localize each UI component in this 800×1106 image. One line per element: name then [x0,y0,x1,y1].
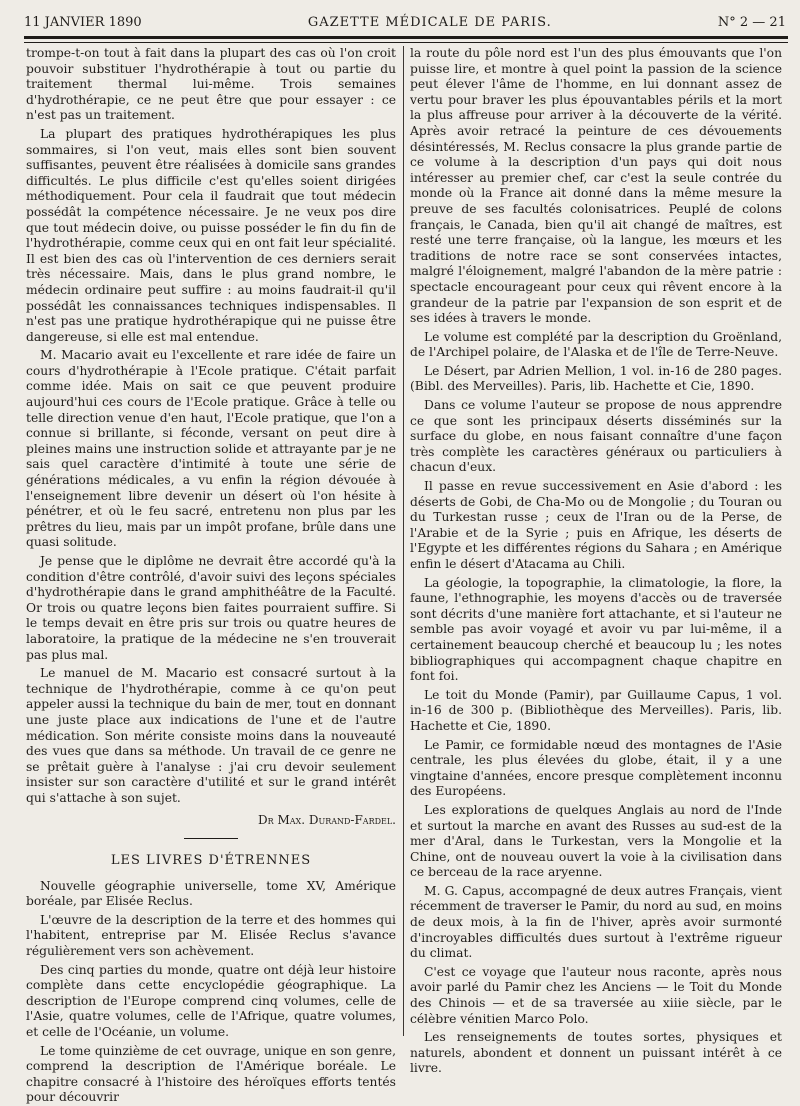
left-column [26,46,396,1105]
paragraph: L'œuvre de la description de la terre et des hommes qui l'habitent, entreprise par M. Elisée Reclus s'avance régulièrement vers son achèvement. [26,912,396,959]
section-title: LES LIVRES D'ÉTRENNES [110,853,312,869]
paragraph: Je pense que le diplôme ne devrait être accordé qu'à la condition d'être contrôlé, d'avoir suivi des leçons spéciales d'hydrothérapie dans le grand amphithéâtre de la Faculté. Or trois ou quatre leçons bien faites pourraient suffire. Si le temps devait en être pris sur trois ou quatre heures de laboratoire, la pratique de la médecine ne s'en trouverait pas plus mal. [26,554,396,662]
paragraph: Des cinq parties du monde, quatre ont déjà leur histoire complète dans cette encyclopédie géographique. La description de l'Europe comprend cinq volumes, celle de l'Asie, quatre volumes, celle de l'Afrique, quatre volumes, et celle de l'Océanie, un volume. [26,962,396,1040]
journal-title: GAZETTE MÉDICALE DE PARIS. [307,14,552,30]
book-citation: Nouvelle géographie universelle, tome XV, Amérique boréale, par Elisée Reclus. [26,878,396,909]
section-separator [184,838,238,839]
right-column [410,46,782,1076]
header-rule-thin [24,42,788,43]
book-citation: Le toit du Monde (Pamir), par Guillaume Capus, 1 vol. in-16 de 300 p. (Bibliothèque des Merveilles). Paris, lib. Hachette et Cie, 1890. [410,687,782,733]
paragraph: M. G. Capus, accompagné de deux autres Français, vient récemment de traverser le Pamir, du nord au sud, en moins de deux mois, à la fin de l'hiver, après avoir surmonté d'incroyables difficultés dues surtout à l'extrême rigueur du climat. [410,883,782,961]
issue-number: N° 2 — 21 [717,14,786,30]
issue-date: 11 JANVIER 1890 [24,14,142,30]
paragraph: trompe-t-on tout à fait dans la plupart des cas où l'on croit pouvoir substituer l'hydrothérapie à tout ou partie du traitement thermal lui-même. Trois semaines d'hydrothérapie, ce ne peut être que pour essayer : ce n'est pas un traitement. [26,46,396,123]
paragraph: Les explorations de quelques Anglais au nord de l'Inde et surtout la marche en avant des Russes au sud-est de la mer d'Aral, dans le Turkestan, vers la Mongolie et la Chine, ont de nouveau ouvert la voie à la civilisation dans ce berceau de la race aryenne. [410,802,782,880]
paragraph: Les renseignements de toutes sortes, physiques et naturels, abondent et donnent un puissant intérêt à ce livre. [410,1030,782,1076]
page-header [24,10,786,34]
header-rule-thick [24,36,788,39]
paragraph: Le tome quinzième de cet ouvrage, unique en son genre, comprend la description de l'Amérique boréale. Le chapitre consacré à l'histoire des héroïques efforts tentés pour découvrir [26,1043,396,1105]
paragraph: Le manuel de M. Macario est consacré surtout à la technique de l'hydrothérapie, comme à ce qu'on peut appeler aussi la technique du bain de mer, tout en donnant une juste place aux indications de l'une et de l'autre médication. Son mérite consiste moins dans la nouveauté des vues que dans sa méthode. Un travail de ce genre ne se prêtait guère à l'analyse : j'ai cru devoir seulement insister sur son caractère d'utilité et sur le grand intérêt qui s'attache à son sujet. [26,666,396,805]
book-citation: Le Désert, par Adrien Mellion, 1 vol. in-16 de 280 pages. (Bibl. des Merveilles). Paris, lib. Hachette et Cie, 1890. [410,363,782,394]
signature-text: Dr Max. Durand-Fardel. [258,812,396,827]
paragraph: Le Pamir, ce formidable nœud des montagnes de l'Asie centrale, les plus élevées du globe, était, il y a une vingtaine d'années, encore presque complètement inconnu des Européens. [410,737,782,799]
paragraph: Le volume est complété par la description du Groënland, de l'Archipel polaire, de l'Alaska et de l'île de Terre-Neuve. [410,329,782,360]
paragraph: La plupart des pratiques hydrothérapiques les plus sommaires, si l'on veut, mais elles sont bien souvent suffisantes, peuvent être réalisées à domicile sans grandes difficultés. Le plus difficile c'est qu'elles soient dirigées méthodiquement. Pour cela il faudrait que tout médecin possédât la compétence nécessaire. Je ne veux pos dire que tout médecin doive, ou puisse posséder le fin du fin de l'hydrothérapie, comme ceux qui en ont fait leur spécialité. Il est bien des cas où l'intervention de ces derniers serait très nécessaire. Mais, dans le plus grand nombre, le médecin ordinaire peut suffire : au moins faudrait-il qu'il possédât les connaissances techniques indispensables. Il n'est pas une pratique hydrothérapique qui ne puisse être dangereuse, si elle est mal entendue. [26,126,396,344]
paragraph: Il passe en revue successivement en Asie d'abord : les déserts de Gobi, de Cha-Mo ou de Mongolie ; du Touran ou du Turkestan russe ; ceux de l'Iran ou de la Perse, de l'Arabie et de la Syrie ; puis en Afrique, les déserts de l'Egypte et les différentes régions du Sahara ; en Amérique enfin le désert d'Atacama au Chili. [410,479,782,571]
paragraph: Dans ce volume l'auteur se propose de nous apprendre ce que sont les principaux déserts disséminés sur la surface du globe, en nous faisant connaître d'une façon très complète les caractères généraux ou particuliers à chacun d'eux. [410,398,782,475]
column-divider [403,46,404,1036]
author-signature [26,813,396,829]
paragraph: C'est ce voyage que l'auteur nous raconte, après nous avoir parlé du Pamir chez les Anciens — le Toit du Monde des Chinois — et de sa traversée au xiiie siècle, par le célèbre vénitien Marco Polo. [410,964,782,1026]
paragraph: La géologie, la topographie, la climatologie, la flore, la faune, l'ethnographie, les moyens d'accès ou de traversée sont décrits d'une manière fort attachante, et si l'auteur ne semble pas avoir voyagé et avoir vu par lui-même, il a certainement beaucoup cherché et beaucoup lu ; les notes bibliographiques qui accompagnent chaque chapitre en font foi. [410,575,782,684]
paragraph: la route du pôle nord est l'un des plus émouvants que l'on puisse lire, et montre à quel point la passion de la science peut élever l'âme de l'homme, en lui donnant assez de vertu pour braver les plus épouvantables périls et la mort la plus affreuse pour arriver à la découverte de la vérité. Après avoir retracé la peinture de ces dévouements désintéressés, M. Reclus consacre la plus grande partie de ce volume à la description d'un pays qui doit nous intéresser au premier chef, car c'est la seule contrée du monde où la France ait donné dans la même mesure la preuve de ses facultés colonisatrices. Peuplé de colons français, le Canada, bien qu'il ait changé de maîtres, est resté une terre française, où la langue, les mœurs et les traditions de notre race se sont conservées intactes, malgré l'éloignement, malgré l'abandon de la mère patrie : spectacle encourageant pour ceux qui rêvent encore à la grandeur de la patrie par l'expansion de son esprit et de ses idées à travers le monde. [410,46,782,326]
paragraph: M. Macario avait eu l'excellente et rare idée de faire un cours d'hydrothérapie à l'Ecole pratique. C'était parfait comme idée. Mais on sait ce que peuvent produire aujourd'hui ces cours de l'Ecole pratique. Grâce à telle ou telle direction venue d'en haut, l'Ecole pratique, que l'on a connue si brillante, si féconde, versant on peut dire à pleines mains une instruction solide et attrayante par je ne sais quel caractère d'intimité à toute une série de générations médicales, a vu enfin la région dévouée à l'enseignement libre devenir un désert où l'on hésite à pénétrer, et où le feu sacré, entretenu non plus par les prêtres du lieu, mais par un impôt profane, brûle dans une quasi solitude. [26,348,396,550]
